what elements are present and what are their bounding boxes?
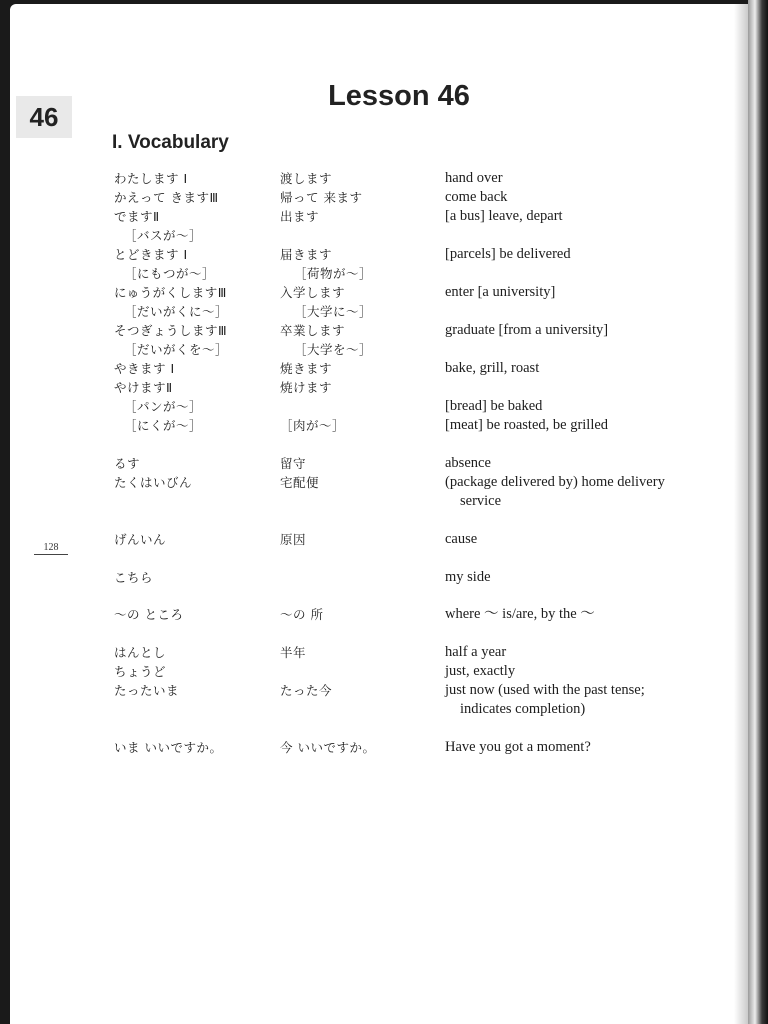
vocab-meaning: my side [445, 569, 491, 585]
vocab-hiragana: とどきます I [114, 247, 188, 262]
vocab-kanji: 留守 [280, 456, 307, 471]
vocab-hiragana: ～の ところ [114, 607, 184, 622]
vocab-row [10, 321, 748, 341]
vocab-row [10, 264, 748, 284]
vocab-hiragana: かえって きますⅢ [114, 190, 219, 205]
page-number: 128 [34, 542, 68, 555]
vocab-meaning: hand over [445, 170, 503, 186]
vocab-row [10, 397, 748, 417]
vocab-kanji: 原因 [280, 532, 307, 547]
vocab-row [10, 700, 748, 720]
vocab-meaning: Have you got a moment? [445, 739, 591, 755]
vocab-meaning: just now (used with the past tense; [445, 682, 645, 698]
vocab-meaning: enter [a university] [445, 284, 556, 300]
vocab-meaning: absence [445, 455, 491, 471]
vocab-kanji: 宅配便 [280, 475, 320, 490]
vocab-hiragana: そつぎょうしますⅢ [114, 323, 228, 338]
vocab-meaning: graduate [from a university] [445, 322, 609, 338]
vocab-row [10, 568, 748, 588]
book-spine [748, 0, 768, 1024]
vocab-kanji: 届きます [280, 247, 333, 262]
vocab-row [10, 169, 748, 189]
vocab-hiragana: ［バスが～］ [124, 228, 203, 243]
page-title: Lesson 46 [328, 80, 470, 112]
vocab-row [10, 359, 748, 379]
vocabulary-list [10, 4, 748, 1024]
vocab-meaning: (package delivered by) home delivery [445, 474, 665, 490]
vocab-row [10, 473, 748, 493]
vocab-hiragana: はんとし [114, 645, 167, 660]
vocab-hiragana: ［パンが～］ [124, 399, 203, 414]
vocab-row [10, 681, 748, 701]
vocab-row [10, 302, 748, 322]
vocab-row [10, 492, 748, 512]
vocab-row [10, 416, 748, 436]
vocab-hiragana: いま いいですか。 [114, 740, 223, 755]
vocab-meaning: indicates completion) [460, 701, 586, 717]
vocab-row [10, 530, 748, 550]
vocab-row [10, 188, 748, 208]
vocab-meaning: half a year [445, 644, 507, 660]
vocab-hiragana: わたします I [114, 171, 188, 186]
vocab-meaning: come back [445, 189, 508, 205]
vocab-meaning: service [460, 493, 502, 509]
vocab-meaning: [bread] be baked [445, 398, 543, 414]
vocab-hiragana: たくはいびん [114, 475, 193, 490]
vocab-hiragana: ［にもつが～］ [124, 266, 216, 281]
vocab-hiragana: やきます I [114, 361, 175, 376]
vocab-row [10, 643, 748, 663]
vocab-hiragana: ［にくが～］ [124, 418, 203, 433]
vocab-row [10, 605, 748, 625]
vocab-hiragana: こちら [114, 570, 154, 585]
vocab-kanji: 焼けます [280, 380, 333, 395]
vocab-meaning: [parcels] be delivered [445, 246, 571, 262]
vocab-meaning: [a bus] leave, depart [445, 208, 563, 224]
vocab-hiragana: やけますⅡ [114, 380, 173, 395]
vocab-row [10, 207, 748, 227]
vocab-row [10, 662, 748, 682]
vocab-hiragana: たったいま [114, 683, 180, 698]
vocab-meaning: where ～ is/are, by the ～ [445, 606, 595, 622]
vocab-kanji: 卒業します [280, 323, 346, 338]
vocab-kanji: ［大学に～］ [294, 304, 373, 319]
vocab-kanji: 帰って 来ます [280, 190, 363, 205]
vocab-kanji: ～の 所 [280, 607, 324, 622]
vocab-kanji: 半年 [280, 645, 307, 660]
vocab-kanji: ［荷物が～］ [294, 266, 373, 281]
vocab-hiragana: でますⅡ [114, 209, 160, 224]
vocab-kanji: 焼きます [280, 361, 333, 376]
book-page [10, 4, 748, 1024]
vocab-row [10, 226, 748, 246]
vocab-hiragana: げんいん [114, 532, 167, 547]
vocab-hiragana: るす [114, 456, 141, 471]
vocab-meaning: bake, grill, roast [445, 360, 540, 376]
vocab-row [10, 378, 748, 398]
vocab-kanji: 出ます [280, 209, 320, 224]
vocab-row [10, 283, 748, 303]
vocab-kanji: 渡します [280, 171, 333, 186]
vocab-hiragana: ［だいがくを～］ [124, 342, 229, 357]
vocab-meaning: [meat] be roasted, be grilled [445, 417, 609, 433]
vocab-meaning: just, exactly [445, 663, 516, 679]
vocab-row [10, 454, 748, 474]
vocab-kanji: 今 いいですか。 [280, 740, 376, 755]
vocab-kanji: たった今 [280, 683, 333, 698]
section-heading: I. Vocabulary [112, 132, 229, 153]
vocab-hiragana: ［だいがくに～］ [124, 304, 229, 319]
vocab-hiragana: にゅうがくしますⅢ [114, 285, 227, 300]
vocab-row [10, 738, 748, 758]
vocab-meaning: cause [445, 531, 478, 547]
vocab-kanji: ［肉が～］ [280, 418, 346, 433]
vocab-hiragana: ちょうど [114, 664, 167, 679]
lesson-number-tab: 46 [16, 96, 72, 138]
vocab-row [10, 245, 748, 265]
vocab-row [10, 340, 748, 360]
vocab-kanji: 入学します [280, 285, 346, 300]
vocab-kanji: ［大学を～］ [294, 342, 373, 357]
